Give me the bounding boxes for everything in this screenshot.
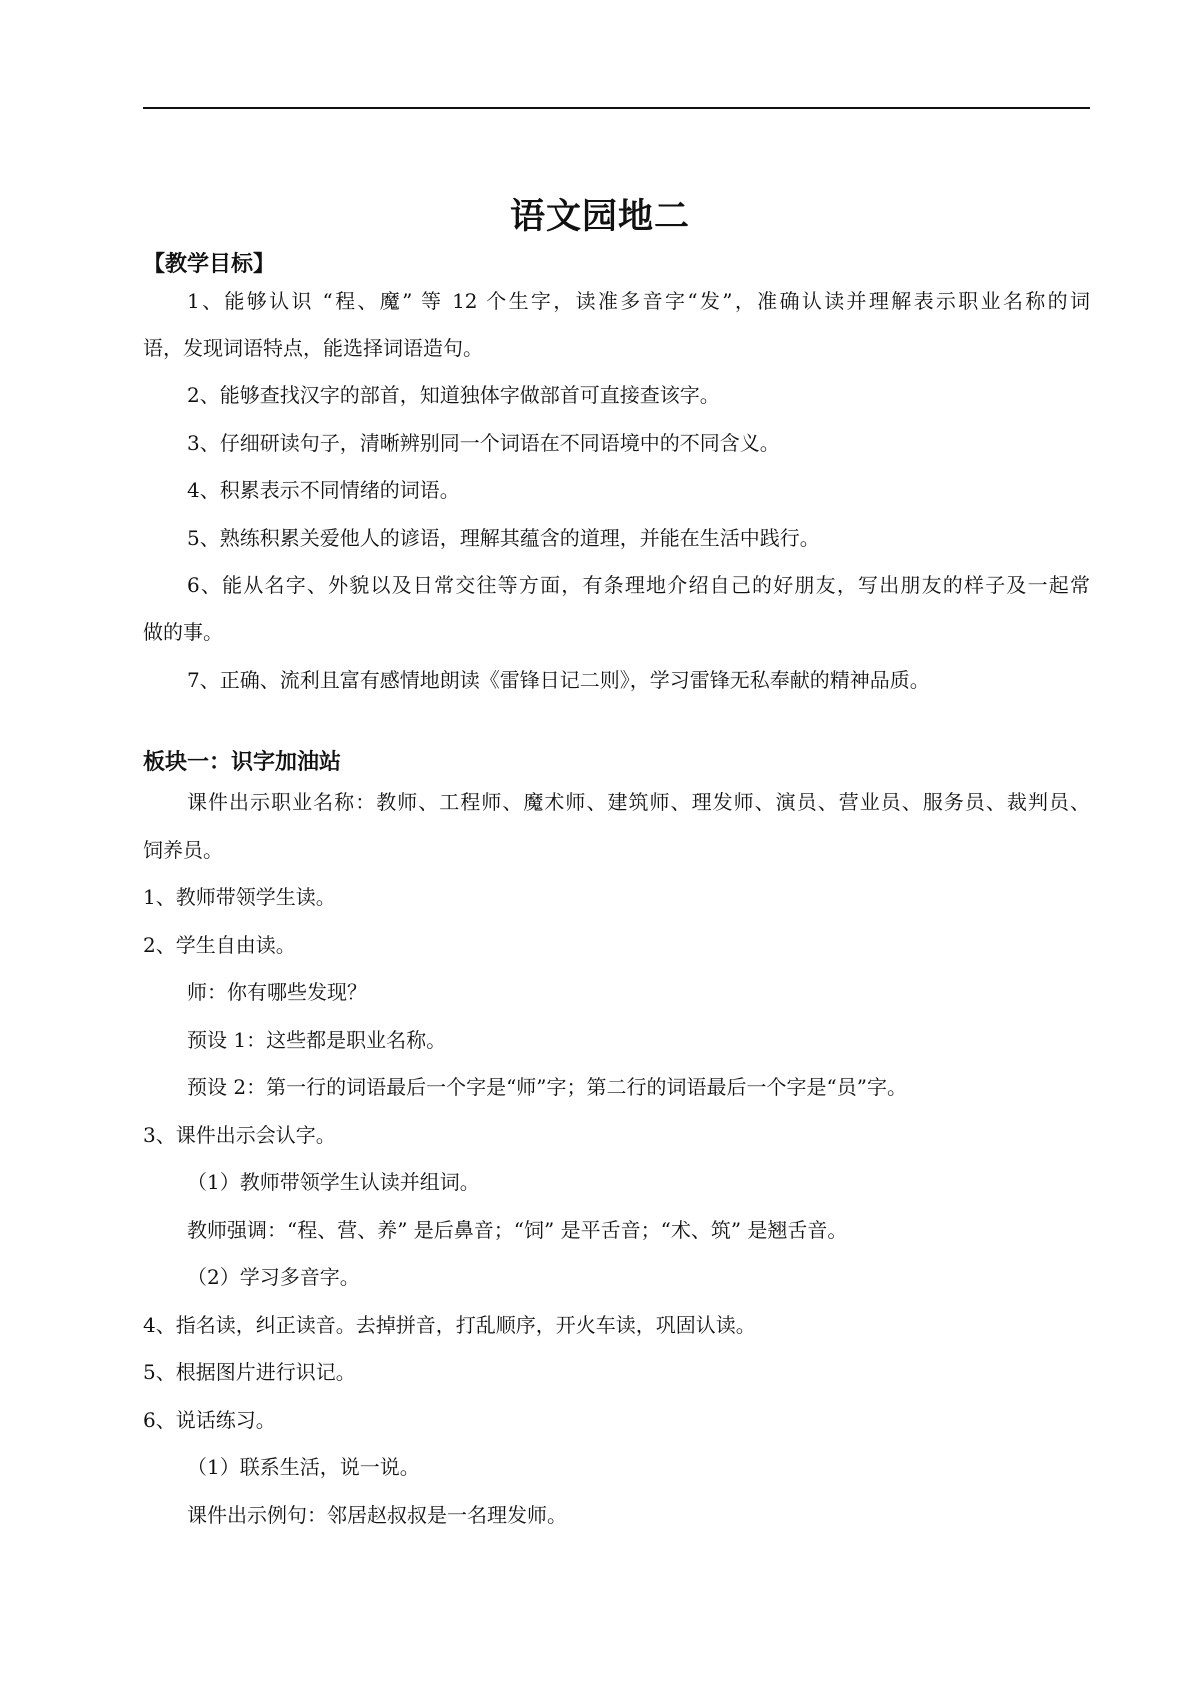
goal-line: 1、能够认识 “程、魔” 等 12 个生字，读准多音字“发”，准确认读并理解表示职业名称的词 bbox=[187, 289, 1090, 313]
block1-line: （1）教师带领学生认读并组词。 bbox=[187, 1170, 480, 1194]
block1-line: 预设 1：这些都是职业名称。 bbox=[187, 1028, 447, 1052]
goal-line: 4、积累表示不同情绪的词语。 bbox=[187, 478, 460, 502]
header-rule bbox=[143, 107, 1090, 109]
block1-line: 师：你有哪些发现？ bbox=[187, 980, 367, 1004]
block1-line: 3、课件出示会认字。 bbox=[143, 1123, 336, 1147]
block1-line: 1、教师带领学生读。 bbox=[143, 885, 336, 909]
goal-line: 语，发现词语特点，能选择词语造句。 bbox=[143, 336, 483, 360]
block1-line: （2）学习多音字。 bbox=[187, 1265, 360, 1289]
goal-line: 6、能从名字、外貌以及日常交往等方面，有条理地介绍自己的好朋友，写出朋友的样子及一起常 bbox=[187, 573, 1090, 597]
page-title: 语文园地二 bbox=[509, 197, 690, 237]
block1-line: 4、指名读，纠正读音。去掉拼音，打乱顺序，开火车读，巩固认读。 bbox=[143, 1313, 756, 1337]
block1-line: 课件出示职业名称：教师、工程师、魔术师、建筑师、理发师、演员、营业员、服务员、裁判员、 bbox=[187, 790, 1090, 814]
block1-line: 5、根据图片进行识记。 bbox=[143, 1360, 356, 1384]
block1-line: 6、说话练习。 bbox=[143, 1408, 276, 1432]
goal-line: 7、正确、流利且富有感情地朗读《雷锋日记二则》，学习雷锋无私奉献的精神品质。 bbox=[187, 668, 930, 692]
goal-line: 做的事。 bbox=[143, 620, 223, 644]
block1-line: 课件出示例句：邻居赵叔叔是一名理发师。 bbox=[187, 1503, 567, 1527]
goal-line: 5、熟练积累关爱他人的谚语，理解其蕴含的道理，并能在生活中践行。 bbox=[187, 526, 820, 550]
block1-line: 教师强调：“程、营、养” 是后鼻音；“饲” 是平舌音；“术、筑” 是翘舌音。 bbox=[187, 1218, 848, 1242]
block1-line: 预设 2：第一行的词语最后一个字是“师”字；第二行的词语最后一个字是“员”字。 bbox=[187, 1075, 907, 1099]
goals-heading: 【教学目标】 bbox=[143, 252, 276, 277]
block1-line: （1）联系生活，说一说。 bbox=[187, 1455, 420, 1479]
block1-line: 2、学生自由读。 bbox=[143, 933, 296, 957]
goal-line: 3、仔细研读句子，清晰辨别同一个词语在不同语境中的不同含义。 bbox=[187, 431, 780, 455]
goal-line: 2、能够查找汉字的部首，知道独体字做部首可直接查该字。 bbox=[187, 383, 720, 407]
block1-heading: 板块一：识字加油站 bbox=[143, 750, 342, 775]
block1-line: 饲养员。 bbox=[143, 838, 223, 862]
